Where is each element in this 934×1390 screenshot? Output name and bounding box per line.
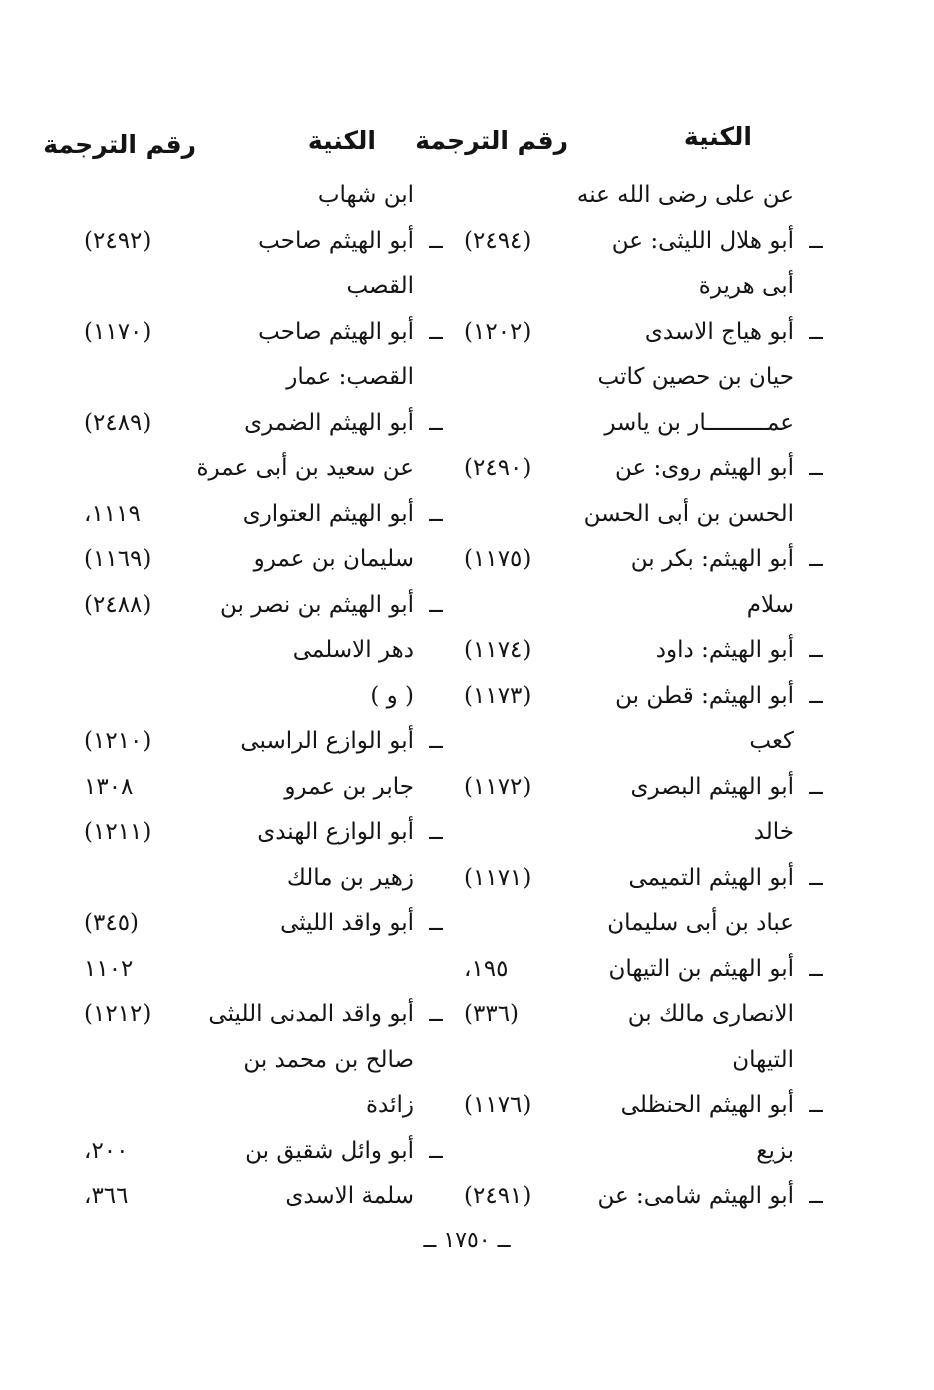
entry-name: أبو هياج الاسدى	[644, 318, 794, 345]
entry-name: سليمان بن عمرو	[253, 546, 414, 572]
entry-dash: ــ	[809, 318, 823, 345]
index-entry	[84, 218, 443, 264]
index-entry	[464, 400, 794, 446]
entry-number: ١٣٠٨	[84, 773, 134, 800]
entry-name: بزيع	[756, 1137, 794, 1164]
entry-name: أبو الهيثم بن التيهان	[608, 955, 794, 982]
entry-name: الانصارى مالك بن	[627, 1001, 794, 1027]
entry-name: التيهان	[732, 1046, 794, 1073]
entry-number: (١١٧٠)	[84, 318, 152, 345]
index-entry	[464, 536, 823, 582]
index-entry	[464, 218, 823, 264]
entry-dash: ــ	[809, 864, 823, 891]
index-entry	[464, 855, 823, 901]
entry-name: القصب	[346, 273, 414, 299]
entry-dash: ــ	[429, 910, 443, 936]
index-entry	[84, 627, 414, 673]
entry-dash: ــ	[809, 682, 823, 709]
entry-number: (٢٤٩٢)	[84, 227, 152, 254]
entry-name: أبو الهيثم: قطن بن	[615, 682, 794, 709]
entry-name: أبو الوازع الراسبى	[240, 728, 414, 754]
right-number-header: رقم الترجمة	[415, 126, 568, 155]
entry-dash: ــ	[429, 728, 443, 754]
entry-number: (١٢٠٢)	[464, 318, 532, 345]
entry-dash: ــ	[429, 1001, 443, 1027]
entry-name: أبو الهيثم روى: عن	[615, 455, 794, 481]
entry-name: أبو واقد المدنى الليثى	[208, 1001, 414, 1027]
entry-dash: ــ	[429, 409, 443, 436]
entry-number: (١١٧٣)	[464, 682, 532, 709]
entry-dash: ــ	[429, 318, 443, 345]
entry-name: دهر الاسلمى	[292, 637, 414, 663]
entry-name: أبو الهيثم: داود	[655, 637, 794, 663]
index-entry	[84, 764, 414, 810]
entry-name: الحسن بن أبى الحسن	[583, 500, 794, 527]
index-entry	[84, 1128, 443, 1174]
entry-number: (١٢١١)	[84, 819, 152, 845]
entry-name: عباد بن أبى سليمان	[607, 910, 794, 936]
entry-name: أبو الهيثم التميمى	[628, 864, 794, 891]
entry-name: أبى هريرة	[698, 273, 794, 299]
index-entry	[84, 263, 414, 309]
index-entry	[84, 445, 414, 491]
entry-number: (١١٧٥)	[464, 546, 532, 572]
entry-number: (١١٧١)	[464, 864, 532, 891]
entry-number: (١١٦٩)	[84, 546, 152, 572]
entry-name: زائدة	[365, 1092, 414, 1118]
index-entry	[464, 1173, 823, 1219]
entry-name: القصب: عمار	[286, 364, 414, 390]
index-entry	[84, 491, 443, 537]
entry-number: ١١٠٢	[84, 955, 134, 982]
index-entry	[464, 764, 823, 810]
entry-dash: ــ	[809, 227, 823, 254]
index-entry	[464, 354, 794, 400]
entry-name: جابر بن عمرو	[284, 773, 414, 800]
entry-number: (٣٤٥)	[84, 910, 140, 936]
entry-number: ٣٦٦،	[84, 1183, 129, 1209]
left-name-header: الكنية	[307, 126, 376, 155]
entry-name: حيان بن حصين كاتب	[597, 364, 794, 390]
index-entry	[464, 900, 794, 946]
entry-name: أبو الهيثم بن نصر بن	[220, 591, 414, 618]
entry-number: (١١٧٢)	[464, 773, 532, 800]
index-entry	[84, 673, 414, 719]
index-entry	[464, 1128, 794, 1174]
entry-name: كعب	[749, 728, 794, 754]
index-entry	[84, 1037, 414, 1083]
page-number: ــ ١٧٥٠ ــ	[423, 1228, 511, 1253]
entry-name: زهير بن مالك	[286, 864, 414, 891]
column-headers	[0, 116, 934, 166]
entry-number: (٢٤٩٠)	[464, 455, 532, 481]
index-entry	[84, 309, 443, 355]
entry-number: (١٢١٢)	[84, 1001, 152, 1027]
entry-name: عن على رضى الله عنه	[576, 182, 794, 208]
entry-dash: ــ	[429, 591, 443, 618]
entry-number: (٣٣٦)	[464, 1001, 520, 1027]
entry-name: سلمة الاسدى	[285, 1183, 414, 1209]
entry-number: ١٩٥،	[464, 955, 509, 982]
entry-dash: ــ	[429, 227, 443, 254]
index-entry	[84, 855, 414, 901]
entry-number: (٢٤٩٤)	[464, 227, 532, 254]
index-entry	[464, 946, 823, 992]
entry-name: أبو الوازع الهندى	[257, 819, 414, 845]
entry-name: أبو الهيثم شامى: عن	[597, 1183, 794, 1209]
entry-dash: ــ	[809, 773, 823, 800]
index-entry	[84, 354, 414, 400]
index-entry	[464, 1037, 794, 1083]
entry-name: ابن شهاب	[317, 182, 414, 208]
entry-name: أبو الهيثم صاحب	[258, 227, 414, 254]
entry-name: عمـــــــــار بن ياسر	[604, 409, 794, 436]
entry-name: أبو الهيثم العتوارى	[242, 500, 414, 527]
index-entry	[84, 991, 443, 1037]
index-entry	[464, 172, 794, 218]
index-entry	[84, 172, 414, 218]
index-entry	[464, 809, 794, 855]
entry-dash: ــ	[809, 1092, 823, 1118]
entry-name: عن سعيد بن أبى عمرة	[196, 455, 414, 481]
entry-number: (١١٧٦)	[464, 1092, 532, 1118]
entry-name: أبو واقد الليثى	[280, 910, 414, 936]
entry-name: أبو هلال الليثى: عن	[611, 227, 794, 254]
entry-name: أبو الهيثم البصرى	[630, 773, 794, 800]
entry-name: خالد	[753, 819, 794, 845]
entry-name: ( و )	[370, 682, 414, 709]
index-entry	[464, 582, 794, 628]
index-entry	[464, 309, 823, 355]
index-entry	[464, 991, 794, 1037]
index-entry	[84, 809, 443, 855]
entry-name: أبو الهيثم الحنظلى	[620, 1092, 794, 1118]
entry-number: ٢٠٠،	[84, 1137, 129, 1164]
entry-name: أبو الهيثم الضمرى	[244, 409, 414, 436]
entry-number: ١١١٩،	[84, 500, 141, 527]
entry-name: أبو الهيثم صاحب	[258, 318, 414, 345]
entry-number: (١١٧٤)	[464, 637, 532, 663]
index-entry	[84, 400, 443, 446]
left-number-header: رقم الترجمة	[43, 130, 196, 159]
entry-number: (٢٤٩١)	[464, 1183, 532, 1209]
index-entry	[464, 263, 794, 309]
index-entry	[464, 1082, 823, 1128]
right-name-header: الكنية	[683, 122, 752, 151]
index-entry	[464, 627, 823, 673]
entry-name: أبو وائل شقيق بن	[245, 1137, 414, 1164]
entry-name: صالح بن محمد بن	[243, 1046, 414, 1073]
index-entry	[464, 718, 794, 764]
index-entry	[84, 900, 443, 946]
entry-dash: ــ	[429, 819, 443, 845]
entry-dash: ــ	[809, 637, 823, 663]
index-entry	[84, 1082, 414, 1128]
entry-dash: ــ	[809, 455, 823, 481]
index-entry	[84, 946, 414, 992]
index-entry	[84, 536, 414, 582]
entry-number: (١٢١٠)	[84, 728, 152, 754]
index-entry	[464, 445, 823, 491]
entry-name: سلام	[746, 591, 794, 618]
index-entry	[84, 718, 443, 764]
entry-dash: ــ	[809, 1183, 823, 1209]
index-entry	[84, 1173, 414, 1219]
entry-dash: ــ	[809, 546, 823, 572]
entry-dash: ــ	[429, 500, 443, 527]
index-entry	[84, 582, 443, 628]
index-entry	[464, 673, 823, 719]
index-entry	[464, 491, 794, 537]
entry-number: (٢٤٨٨)	[84, 591, 152, 618]
entry-name: أبو الهيثم: بكر بن	[630, 546, 794, 572]
entry-dash: ــ	[809, 955, 823, 982]
entry-number: (٢٤٨٩)	[84, 409, 152, 436]
entry-dash: ــ	[429, 1137, 443, 1164]
